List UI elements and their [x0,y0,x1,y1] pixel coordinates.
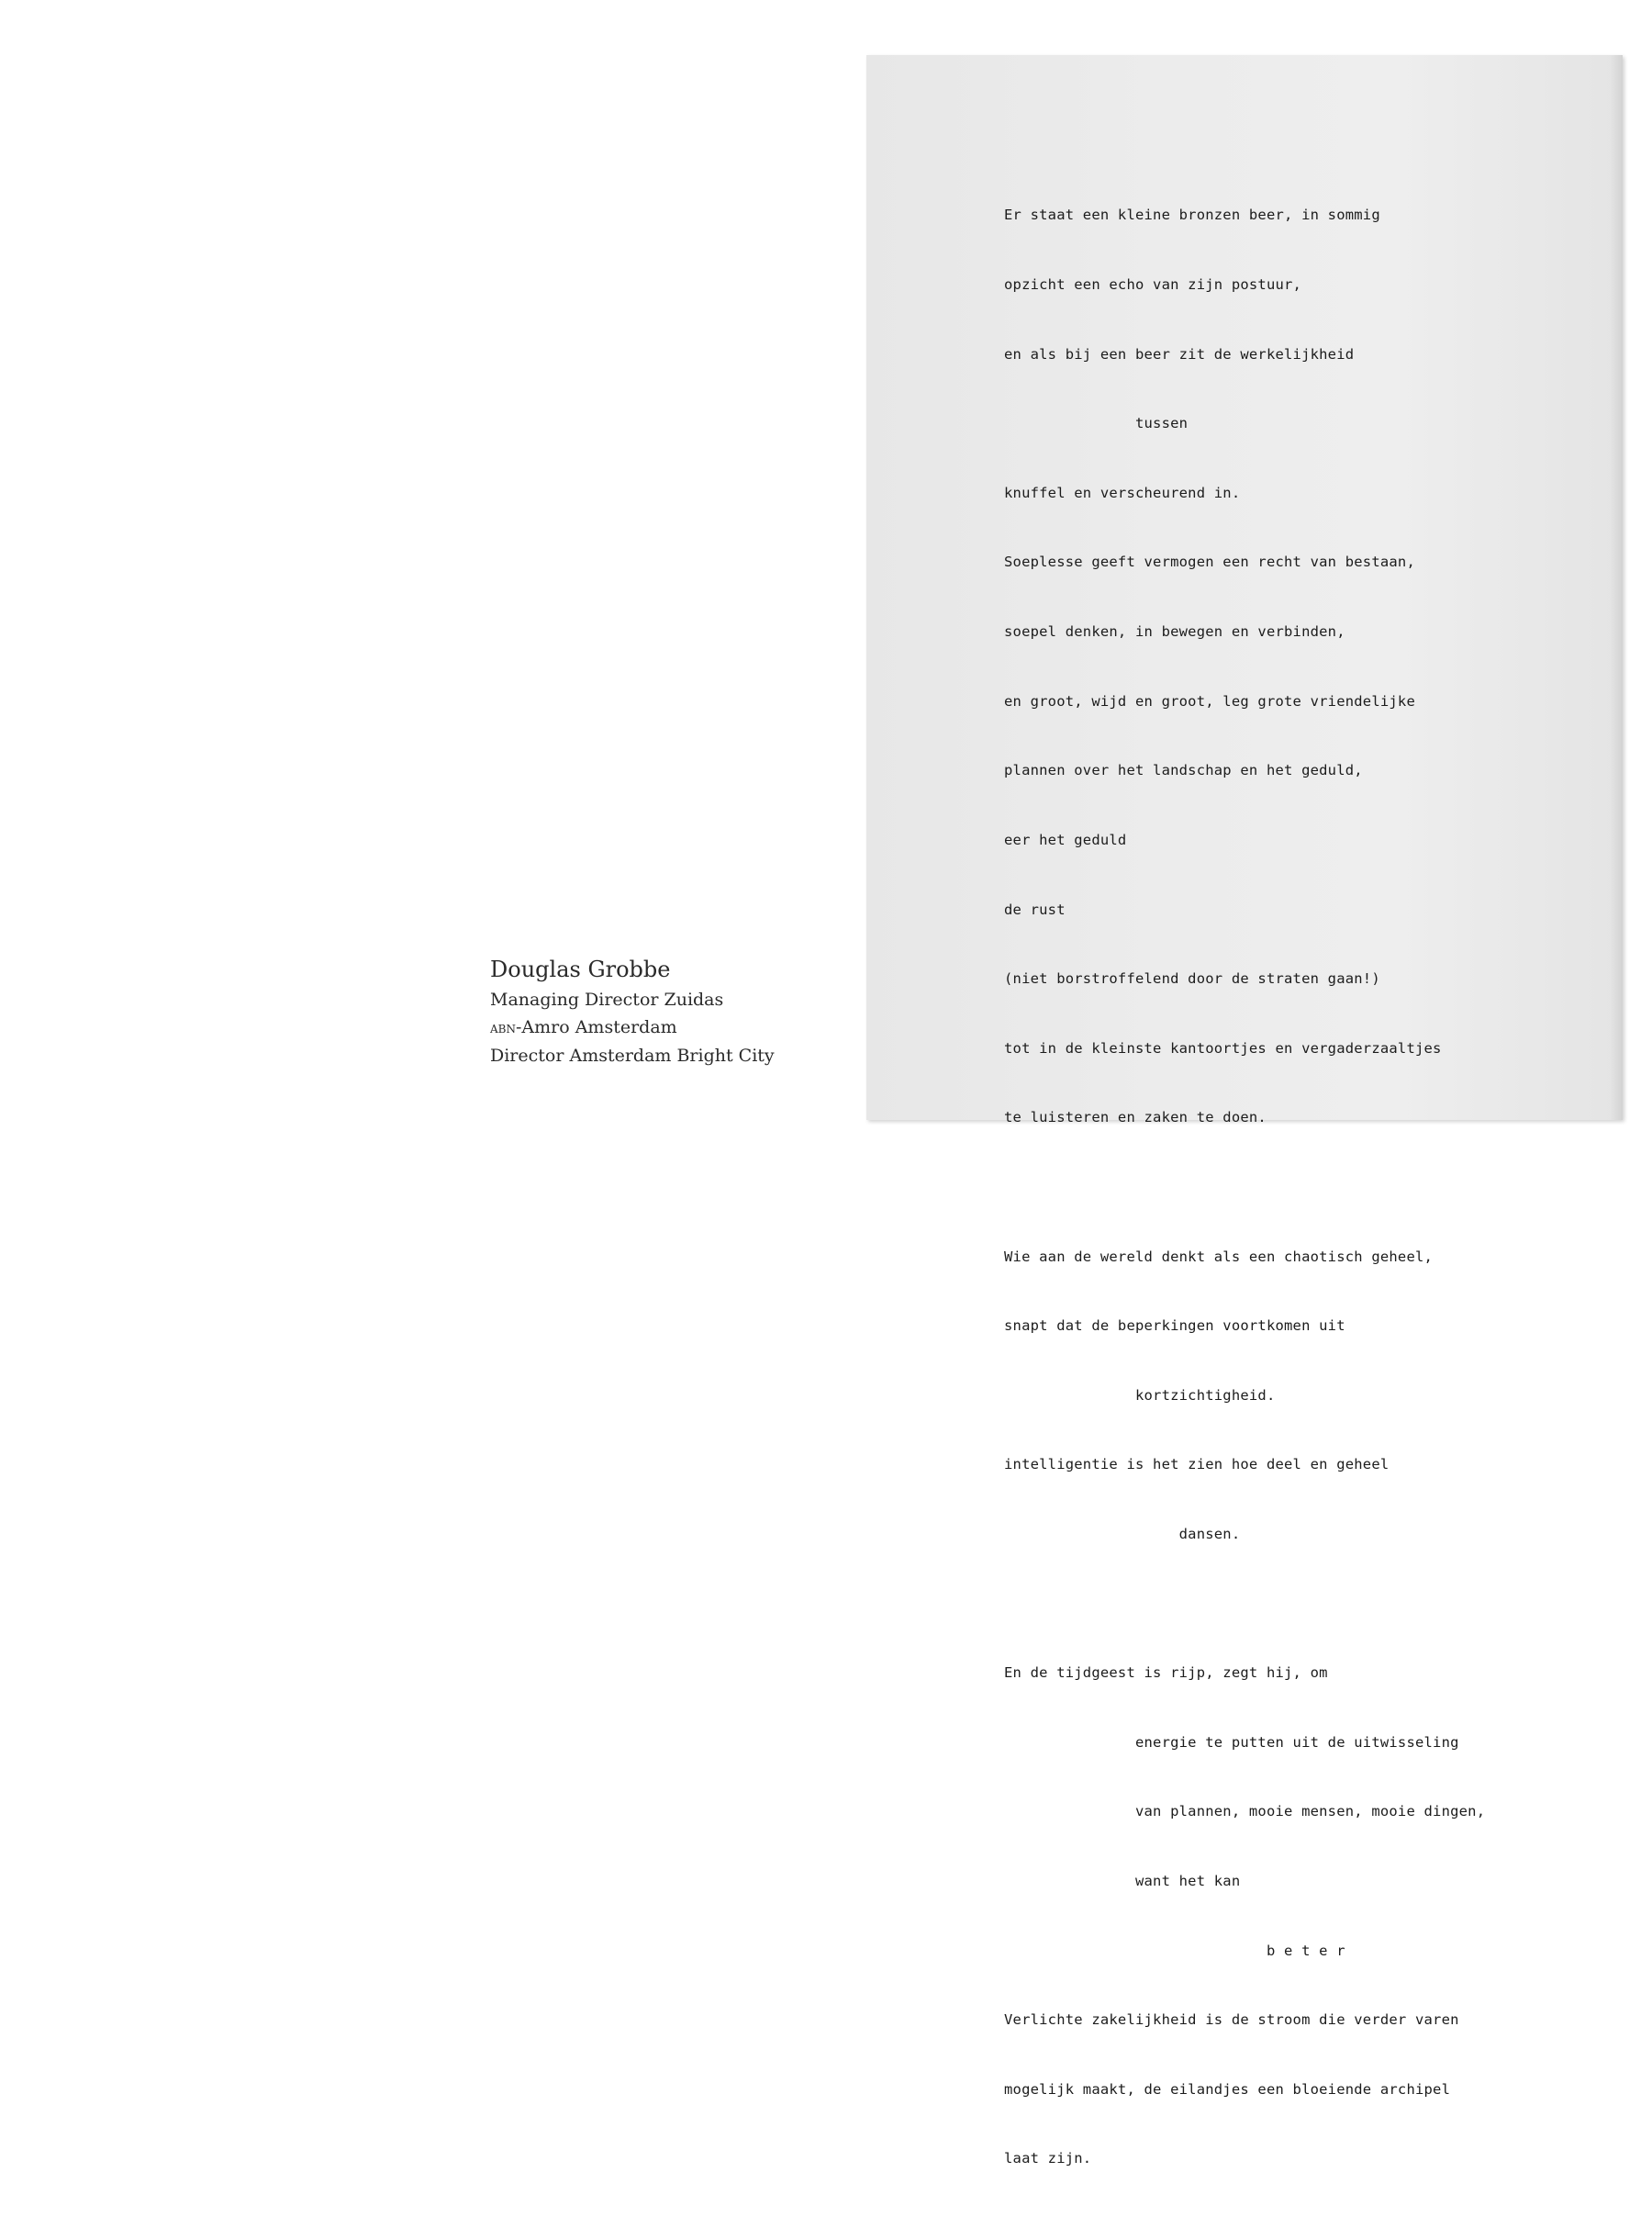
poem-line: Soeplesse geeft vermogen een recht van bestaan, [1004,554,1415,571]
poem-line: energie te putten uit de uitwisseling [1004,1733,1459,1751]
poem-line: plannen over het landschap en het geduld, [1004,762,1363,779]
poem-blank-line [1004,1176,1591,1199]
poem-line: eer het geduld [1004,831,1127,848]
poem-line: knuffel en verscheurend in. [1004,484,1241,501]
poem-line: En de tijdgeest is rijp, zegt hij, om [1004,1664,1328,1682]
poem-line: Wie aan de wereld denkt als een chaotisch geheel, [1004,1248,1434,1265]
poem-line: opzicht een echo van zijn postuur, [1004,276,1302,294]
poem-line: tot in de kleinste kantoortjes en vergaderzaaltjes [1004,1039,1442,1057]
typewritten-poem [1004,158,1591,2217]
author-role-2 [490,1013,820,1042]
author-name: Douglas Grobbe [490,957,671,982]
poem-line: (niet borstroffelend door de straten gaan!) [1004,970,1380,988]
poem-line: te luisteren en zaken te doen. [1004,1109,1267,1126]
poem-line: snapt dat de beperkingen voortkomen uit [1004,1317,1345,1335]
poem-line: en als bij een beer zit de werkelijkheid [1004,345,1355,363]
poem-line: soepel denken, in bewegen en verbinden, [1004,623,1345,641]
poem-line: tussen [1004,415,1189,432]
poem-line: van plannen, mooie mensen, mooie dingen, [1004,1803,1486,1820]
author-role-2-smallcaps: abn [490,1019,516,1037]
author-caption [490,955,820,1069]
poem-line: mogelijk maakt, de eilandjes een bloeiende archipel [1004,2080,1451,2098]
poem-line: want het kan [1004,1873,1241,1890]
poem-line: intelligentie is het zien hoe deel en geheel [1004,1456,1390,1473]
poem-line: kortzichtigheid. [1004,1386,1276,1404]
poem-line: Verlichte zakelijkheid is de stroom die verder varen [1004,2011,1459,2029]
poem-line: en groot, wijd en groot, leg grote vriendelijke [1004,692,1415,710]
poem-line: dansen. [1004,1525,1241,1542]
author-role-1: Managing Director Zuidas [490,990,724,1010]
poem-line: laat zijn. [1004,2150,1092,2167]
poem-line: de rust [1004,901,1066,918]
author-role-2-rest: -Amro Amsterdam [515,1017,677,1037]
poem-line: Er staat een kleine bronzen beer, in sommig [1004,207,1380,224]
author-role-3: Director Amsterdam Bright City [490,1046,775,1066]
poem-line: b e t e r [1004,1942,1345,1959]
poem-blank-line [1004,1593,1591,1616]
